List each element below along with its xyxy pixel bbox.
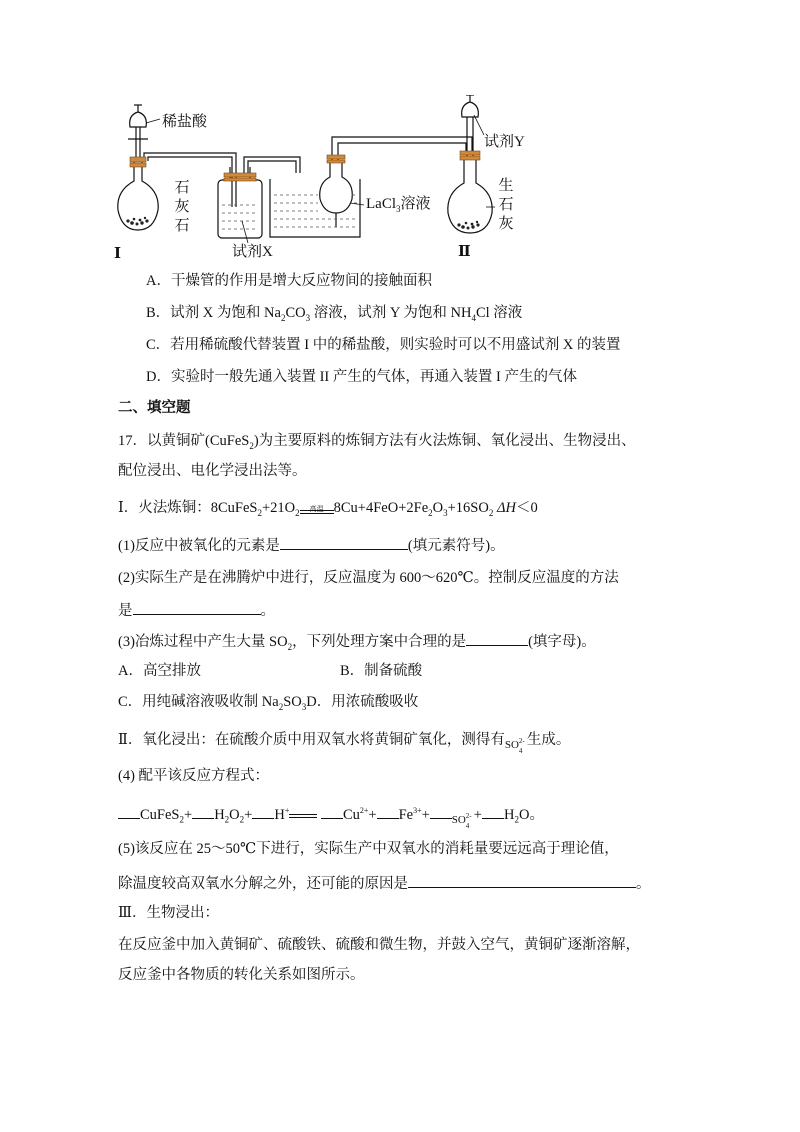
coef-blank-cufes2[interactable] xyxy=(118,803,140,819)
reaction-equals-sign: 高温 xyxy=(300,502,334,516)
q17-sub4: (4) 配平该反应方程式： xyxy=(118,768,270,784)
balance-equals-sign xyxy=(289,809,317,823)
label-lacl3-solution: LaCl$_3$溶液 xyxy=(366,196,431,214)
coef-blank-h2o[interactable] xyxy=(482,803,504,819)
answer-blank-5[interactable] xyxy=(408,872,636,888)
sulfate-ion-formula-2: SO 2- 4 xyxy=(451,811,472,830)
q17-part3-line-1: 在反应釜中加入黄铜矿、硫酸铁、硫酸和微生物，并鼓入空气，黄铜矿逐渐溶解， xyxy=(118,937,640,953)
q17-option-a: A．高空排放 xyxy=(118,663,201,679)
q16-option-d: D．实验时一般先通入装置 II 产生的气体，再通入装置 I 产生的气体 xyxy=(146,369,577,385)
q17-sub2-line-1: (2)实际生产是在沸腾炉中进行，反应温度为 600～620℃。控制反应温度的方法 xyxy=(118,570,619,586)
coef-blank-h2o2[interactable] xyxy=(192,803,214,819)
coef-blank-cu-ion[interactable] xyxy=(321,803,343,819)
label-reagent-y: 试剂Y xyxy=(484,134,525,150)
q17-part2: Ⅱ．氧化浸出：在硫酸介质中用双氧水将黄铜矿氧化，测得有 SO 2- 4 生成。 xyxy=(118,732,571,755)
coef-blank-h-ion[interactable] xyxy=(252,803,274,819)
section-title: 二、填空题 xyxy=(118,400,191,416)
label-quicklime: 生石灰 xyxy=(498,178,514,232)
q17-option-b: B．制备硫酸 xyxy=(340,663,423,679)
label-device-1: Ⅰ xyxy=(114,246,122,262)
label-device-2: Ⅱ xyxy=(458,244,471,260)
q16-option-c: C．若用稀硫酸代替装置 I 中的稀盐酸，则实验时可以不用盛试剂 X 的装置 xyxy=(146,337,621,353)
coef-blank-fe-ion[interactable] xyxy=(377,803,399,819)
apparatus-figure xyxy=(110,95,550,270)
q17-balance-equation: CuFeS$_2$+ $H_2O_2+ H^+$ $Cu^{2+}+ Fe^{3+}+$ SO 2- 4 + $H_2O$。 xyxy=(118,801,544,830)
answer-blank-3[interactable] xyxy=(466,630,528,646)
q17-intro-line-1: 17．以黄铜矿(CuFeS$_2$)为主要原料的炼铜方法有火法炼铜、氧化浸出、生物浸出、 xyxy=(118,433,636,451)
q17-sub2-line-2: 是 。 xyxy=(118,599,275,621)
coef-blank-so4[interactable] xyxy=(430,803,452,819)
q17-sub3: (3)冶炼过程中产生大量 $SO_2$，下列处理方案中合理的是 (填字母)。 xyxy=(118,630,596,657)
q17-intro-line-2: 配位浸出、电化学浸出法等。 xyxy=(118,463,307,479)
q17-part3-line-2: 反应釜中各物质的转化关系如图所示。 xyxy=(118,967,365,983)
q17-sub1: (1)反应中被氧化的元素是 (填元素符号)。 xyxy=(118,534,505,556)
q17-sub5-line-2: 除温度较高双氧水分解之外，还可能的原因是 。 xyxy=(118,872,651,894)
sulfate-ion-formula: SO 2- 4 xyxy=(504,736,525,755)
label-dilute-hcl: 稀盐酸 xyxy=(162,114,208,130)
label-limestone: 石灰石 xyxy=(174,180,190,234)
answer-blank-2[interactable] xyxy=(133,599,261,615)
label-reagent-x: 试剂X xyxy=(232,244,273,260)
q17-part3-title: Ⅲ．生物浸出： xyxy=(118,905,219,921)
q17-sub5-line-1: (5)该反应在 25～50℃下进行，实际生产中双氧水的消耗量要远远高于理论值， xyxy=(118,841,619,857)
q16-option-b: B．试剂 X 为饱和 $Na_2CO_3$ 溶液，试剂 Y 为饱和 $NH_4Cl$ 溶液 xyxy=(146,305,523,323)
answer-blank-1[interactable] xyxy=(280,534,408,550)
q17-option-c-d: C．用纯碱溶液吸收制 $Na_2SO_3D$．用浓硫酸吸收 xyxy=(118,694,419,712)
q16-option-a: A．干燥管的作用是增大反应物间的接触面积 xyxy=(146,273,432,289)
q17-part1-equation: Ⅰ．火法炼铜：$8CuFeS_2+21O_2$ 高温 $8Cu+4FeO+2Fe_2O_3+16SO_2$ ΔH＜0 xyxy=(118,500,538,518)
